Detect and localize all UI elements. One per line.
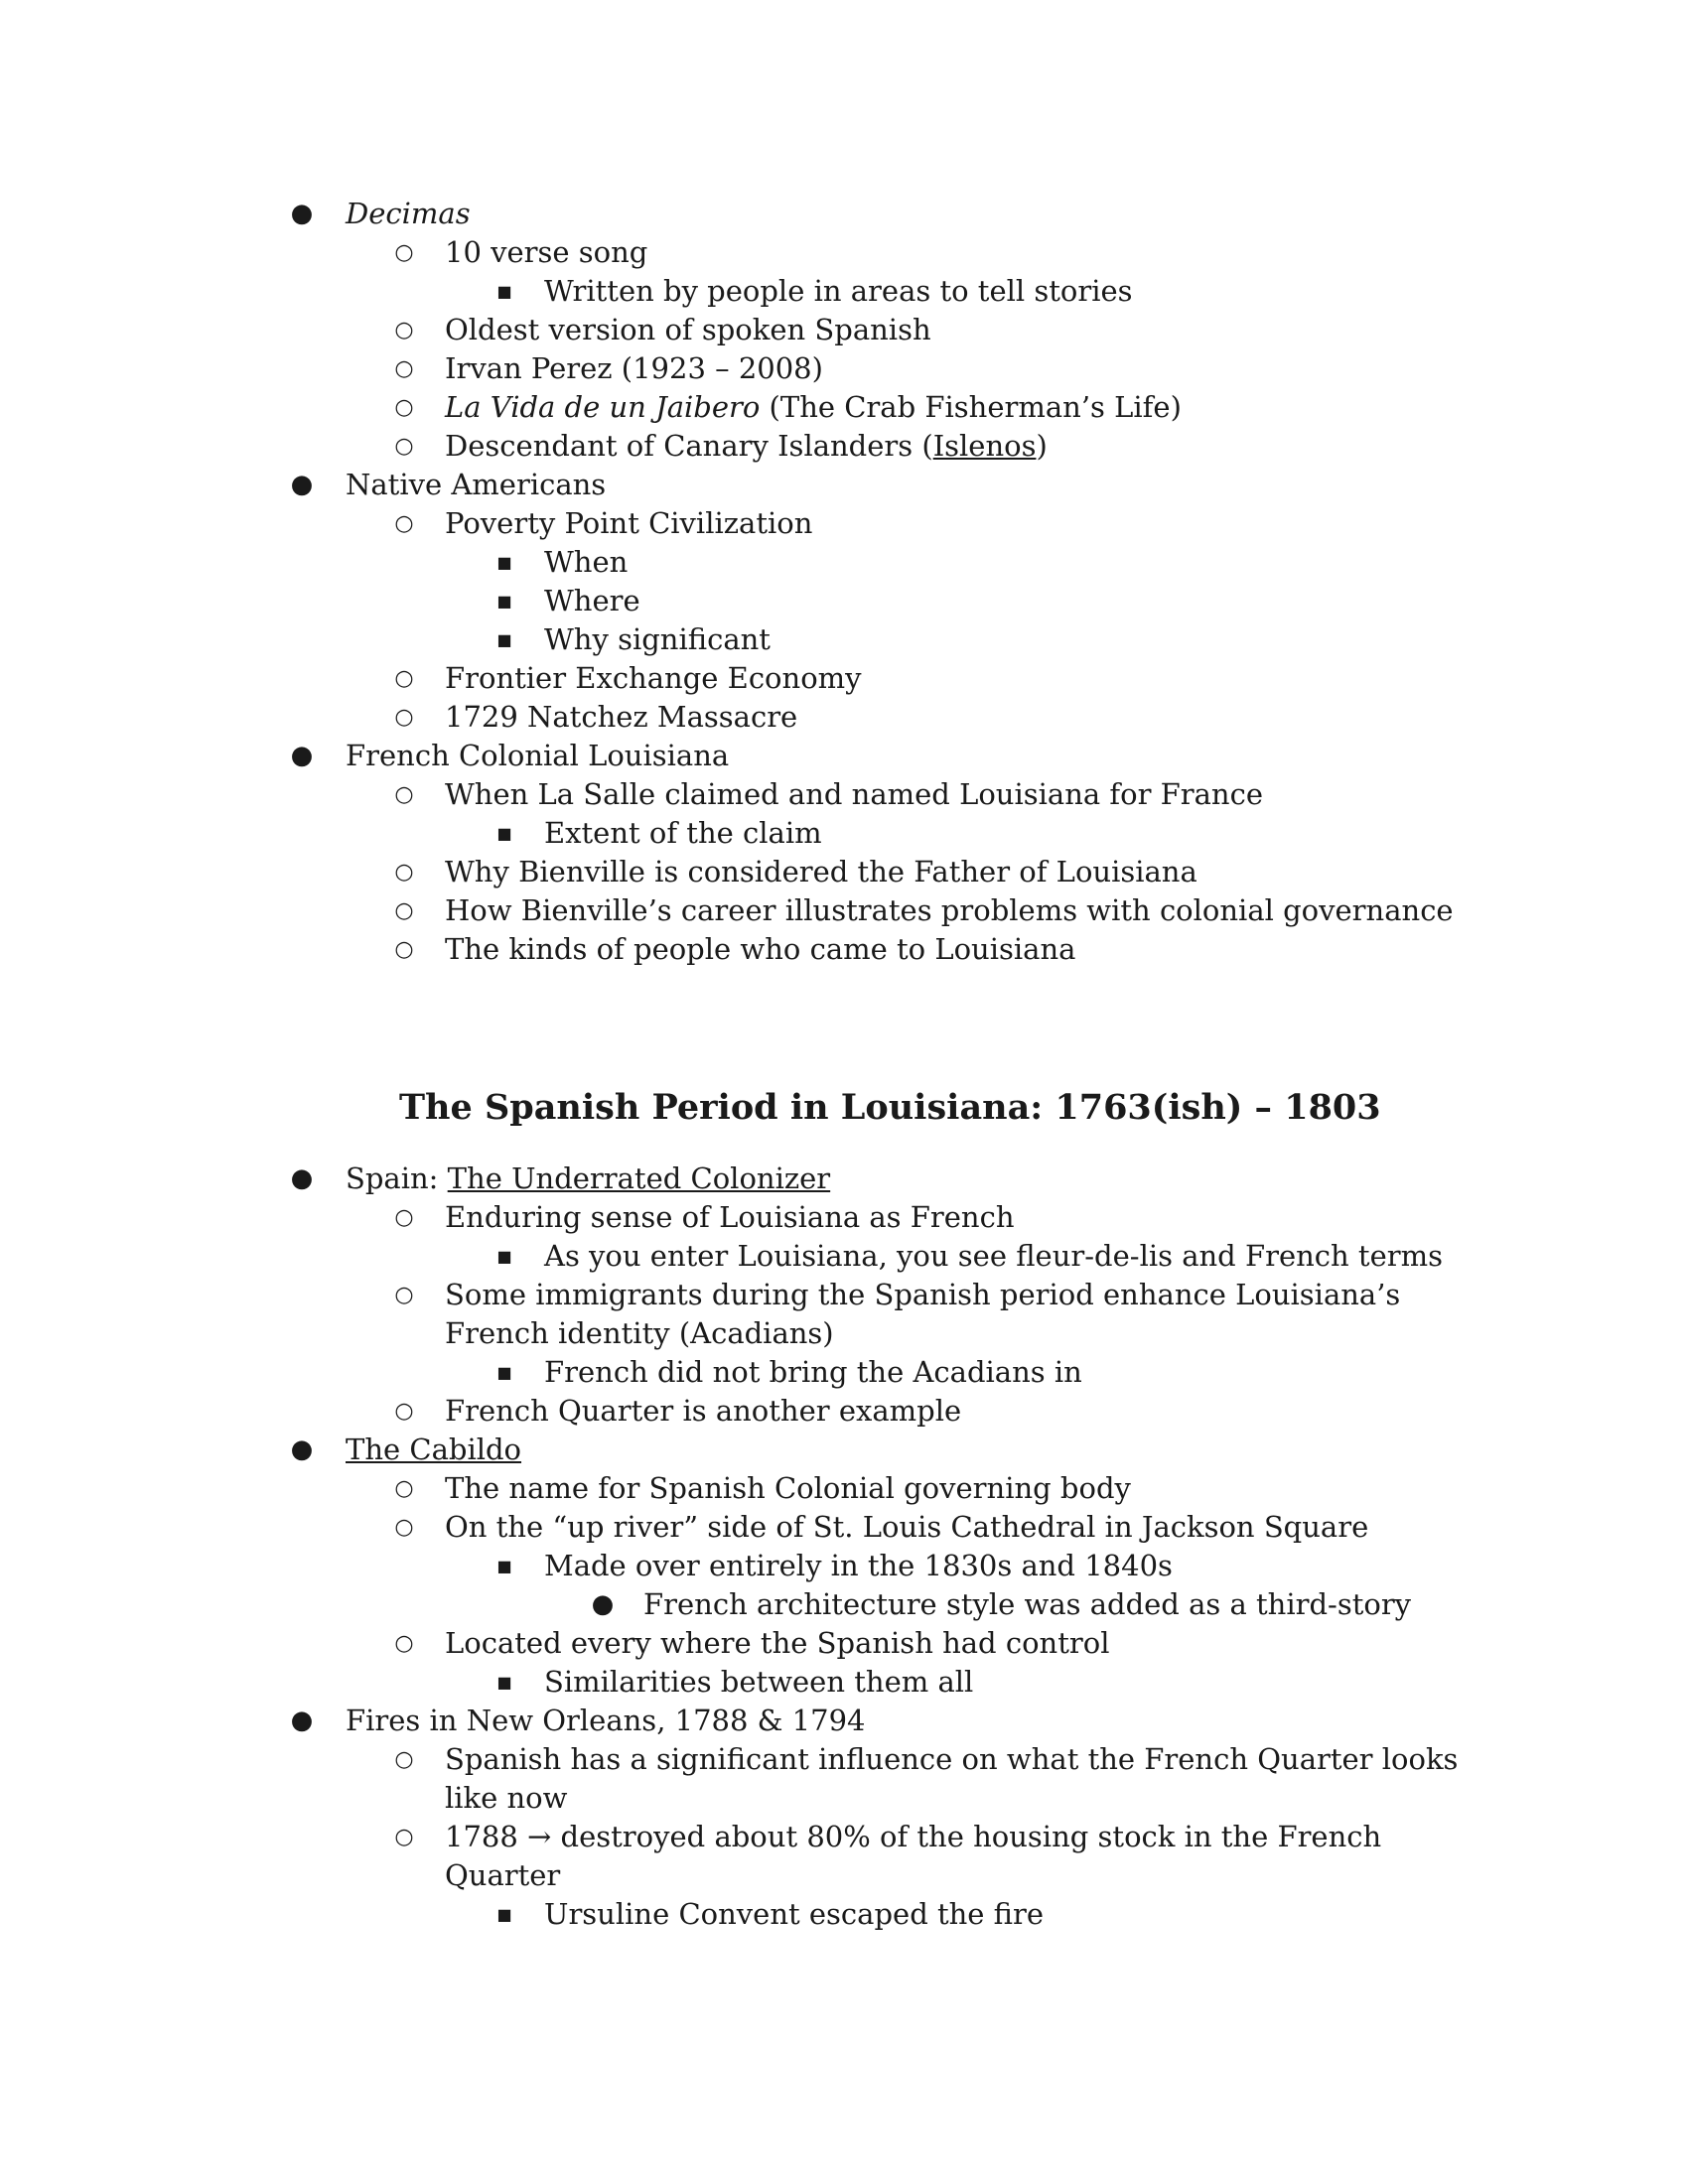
outline-item-text — [544, 582, 640, 620]
document-page — [0, 195, 1688, 1934]
outline-item-level-2 — [0, 1237, 1688, 1276]
text-run: Spanish has a significant influence on what the French Quarter looks — [445, 1742, 1459, 1776]
outline-item-level-1 — [0, 698, 1688, 737]
outline-item-level-2 — [0, 1895, 1688, 1934]
bullet-circle-icon: ○ — [394, 1747, 414, 1772]
text-run: Native Americans — [346, 468, 607, 501]
outline-item-text — [544, 543, 628, 582]
bullet-circle-icon: ○ — [394, 318, 414, 342]
outline-item-text — [346, 737, 729, 775]
text-run: Some immigrants during the Spanish period enhance Louisiana’s — [445, 1278, 1401, 1311]
outline-item-text — [445, 1392, 961, 1431]
outline-item-text — [445, 698, 797, 737]
text-run: Located every where the Spanish had control — [445, 1626, 1110, 1660]
bullet-square-icon: ■ — [496, 1363, 512, 1382]
outline-item-level-1 — [0, 1276, 1688, 1314]
outline-item-text — [544, 272, 1133, 311]
outline-item-text — [544, 1237, 1443, 1276]
bullet-circle-icon: ○ — [394, 1399, 414, 1424]
outline-item-level-0 — [0, 1702, 1688, 1740]
text-run: On the “up river” side of St. Louis Cathedral in Jackson Square — [445, 1510, 1369, 1544]
outline-item-level-1 — [0, 349, 1688, 388]
bullet-circle-icon: ○ — [394, 434, 414, 459]
bullet-circle-icon: ○ — [394, 511, 414, 536]
bullet-square-icon: ■ — [496, 1557, 512, 1575]
outline-item-text — [445, 427, 1048, 466]
outline-section-2 — [0, 1160, 1688, 1934]
bullet-disc-icon: ● — [290, 470, 314, 499]
text-run: Oldest version of spoken Spanish — [445, 313, 931, 346]
text-run: La Vida de un Jaibero — [445, 390, 761, 424]
bullet-circle-icon: ○ — [394, 1825, 414, 1849]
outline-item-level-0 — [0, 195, 1688, 233]
text-run: Descendant of Canary Islanders ( — [445, 429, 933, 463]
outline-item-text — [445, 388, 1182, 427]
outline-item-text — [445, 1314, 834, 1353]
text-run: How Bienville’s career illustrates problems with colonial governance — [445, 893, 1454, 927]
text-run: Poverty Point Civilization — [445, 506, 813, 540]
outline-item-text — [445, 891, 1454, 930]
text-run: Irvan Perez (1923 – 2008) — [445, 351, 823, 385]
bullet-dot-icon: ● — [591, 1589, 615, 1619]
outline-item-text — [346, 1160, 830, 1198]
bullet-circle-icon: ○ — [394, 1631, 414, 1656]
text-run: Why Bienville is considered the Father of Louisiana — [445, 855, 1197, 888]
outline-item-level-1 — [0, 1624, 1688, 1663]
outline-item-level-0 — [0, 466, 1688, 504]
text-run: 1729 Natchez Massacre — [445, 700, 798, 734]
outline-item-level-0 — [0, 737, 1688, 775]
text-run: The Underrated Colonizer — [447, 1161, 831, 1195]
outline-item-text — [445, 504, 812, 543]
text-run: The name for Spanish Colonial governing body — [445, 1471, 1131, 1505]
outline-item-level-0 — [0, 1431, 1688, 1469]
outline-item-text — [445, 1856, 560, 1895]
outline-item-level-1 — [0, 1508, 1688, 1547]
outline-item-level-1 — [0, 311, 1688, 349]
text-run: Ursuline Convent escaped the fire — [544, 1897, 1045, 1931]
text-run: ) — [1036, 429, 1048, 463]
outline-item-text — [445, 1469, 1131, 1508]
outline-item-text — [445, 1508, 1368, 1547]
outline-item-level-1 — [0, 1198, 1688, 1237]
text-run: Islenos — [932, 429, 1037, 463]
text-run: Decimas — [346, 197, 471, 230]
outline-item-level-0 — [0, 1160, 1688, 1198]
text-run: Frontier Exchange Economy — [445, 661, 862, 695]
text-run: French identity (Acadians) — [445, 1316, 834, 1350]
outline-item-text — [445, 1276, 1400, 1314]
text-run: Spain: — [346, 1161, 448, 1195]
text-run: 10 verse song — [445, 235, 648, 269]
text-run: Written by people in areas to tell stories — [544, 274, 1133, 308]
outline-item-text — [544, 1895, 1044, 1934]
outline-item-level-2 — [0, 1353, 1688, 1392]
outline-item-text — [346, 1431, 521, 1469]
outline-item-text — [544, 1353, 1082, 1392]
bullet-square-icon: ■ — [496, 592, 512, 611]
bullet-square-icon: ■ — [496, 1247, 512, 1266]
outline-section-1 — [0, 195, 1688, 969]
outline-item-level-2 — [0, 582, 1688, 620]
outline-item-level-1 — [0, 1856, 1688, 1895]
text-run: The kinds of people who came to Louisiana — [445, 932, 1076, 966]
outline-item-text — [445, 349, 823, 388]
outline-item-level-1 — [0, 1779, 1688, 1818]
bullet-circle-icon: ○ — [394, 782, 414, 807]
bullet-disc-icon: ● — [290, 1434, 314, 1464]
bullet-circle-icon: ○ — [394, 395, 414, 420]
text-run: French Colonial Louisiana — [346, 739, 730, 772]
bullet-square-icon: ■ — [496, 1673, 512, 1692]
text-run: Why significant — [544, 622, 771, 656]
bullet-circle-icon: ○ — [394, 356, 414, 381]
outline-item-text — [544, 1663, 973, 1702]
bullet-circle-icon: ○ — [394, 937, 414, 962]
text-run: As you enter Louisiana, you see fleur-de-lis and French terms — [544, 1239, 1443, 1273]
text-run: Where — [544, 584, 640, 617]
bullet-circle-icon: ○ — [394, 705, 414, 730]
text-run: The Cabildo — [346, 1433, 522, 1466]
outline-item-text — [445, 775, 1263, 814]
bullet-circle-icon: ○ — [394, 666, 414, 691]
bullet-circle-icon: ○ — [394, 1515, 414, 1540]
outline-item-level-1 — [0, 891, 1688, 930]
outline-item-level-1 — [0, 1818, 1688, 1856]
bullet-square-icon: ■ — [496, 824, 512, 843]
outline-item-level-2 — [0, 272, 1688, 311]
outline-item-level-1 — [0, 1469, 1688, 1508]
outline-item-text — [445, 659, 862, 698]
outline-item-text — [445, 311, 931, 349]
bullet-circle-icon: ○ — [394, 240, 414, 265]
outline-item-level-1 — [0, 233, 1688, 272]
outline-item-text — [445, 1779, 567, 1818]
outline-item-level-1 — [0, 427, 1688, 466]
text-run: French architecture style was added as a third-story — [643, 1587, 1412, 1621]
text-run: Similarities between them all — [544, 1665, 974, 1699]
bullet-disc-icon: ● — [290, 1163, 314, 1193]
outline-item-text — [643, 1585, 1411, 1624]
bullet-square-icon: ■ — [496, 553, 512, 572]
section-heading: The Spanish Period in Louisiana: 1763(ish) – 1803 — [399, 1087, 1381, 1128]
outline-item-level-1 — [0, 930, 1688, 969]
outline-item-text — [544, 814, 822, 853]
bullet-square-icon: ■ — [496, 282, 512, 301]
outline-item-text — [445, 1740, 1458, 1779]
outline-item-level-1 — [0, 775, 1688, 814]
outline-item-level-2 — [0, 543, 1688, 582]
bullet-circle-icon: ○ — [394, 860, 414, 885]
bullet-circle-icon: ○ — [394, 898, 414, 923]
outline-item-level-2 — [0, 814, 1688, 853]
text-run: Quarter — [445, 1858, 561, 1892]
text-run: Extent of the claim — [544, 816, 822, 850]
outline-item-text — [445, 1624, 1109, 1663]
bullet-circle-icon: ○ — [394, 1476, 414, 1501]
outline-item-level-2 — [0, 1663, 1688, 1702]
outline-item-level-1 — [0, 388, 1688, 427]
outline-item-level-1 — [0, 1314, 1688, 1353]
bullet-disc-icon: ● — [290, 1706, 314, 1735]
text-run: Fires in New Orleans, 1788 & 1794 — [346, 1704, 866, 1737]
outline-item-level-2 — [0, 1547, 1688, 1585]
bullet-square-icon: ■ — [496, 630, 512, 649]
text-run: French did not bring the Acadians in — [544, 1355, 1082, 1389]
text-run: When — [544, 545, 629, 579]
outline-item-text — [544, 620, 771, 659]
text-run: When La Salle claimed and named Louisiana for France — [445, 777, 1264, 811]
outline-item-level-1 — [0, 1740, 1688, 1779]
bullet-circle-icon: ○ — [394, 1283, 414, 1307]
outline-item-level-1 — [0, 853, 1688, 891]
outline-item-text — [346, 195, 471, 233]
outline-item-level-3 — [0, 1585, 1688, 1624]
text-run: (The Crab Fisherman’s Life) — [760, 390, 1182, 424]
text-run: Made over entirely in the 1830s and 1840s — [544, 1549, 1173, 1582]
outline-item-level-1 — [0, 659, 1688, 698]
bullet-disc-icon: ● — [290, 741, 314, 770]
outline-item-level-1 — [0, 504, 1688, 543]
outline-item-text — [445, 930, 1075, 969]
bullet-square-icon: ■ — [496, 1905, 512, 1924]
outline-item-text — [544, 1547, 1173, 1585]
outline-item-level-2 — [0, 620, 1688, 659]
text-run: French Quarter is another example — [445, 1394, 962, 1428]
text-run: 1788 → destroyed about 80% of the housing stock in the French — [445, 1820, 1382, 1853]
outline-item-text — [445, 233, 647, 272]
outline-item-text — [346, 1702, 866, 1740]
text-run: Enduring sense of Louisiana as French — [445, 1200, 1015, 1234]
outline-item-text — [445, 1198, 1015, 1237]
outline-item-level-1 — [0, 1392, 1688, 1431]
outline-item-text — [445, 1818, 1381, 1856]
bullet-disc-icon: ● — [290, 199, 314, 228]
outline-item-text — [445, 853, 1197, 891]
text-run: like now — [445, 1781, 568, 1815]
outline-item-text — [346, 466, 606, 504]
bullet-circle-icon: ○ — [394, 1205, 414, 1230]
